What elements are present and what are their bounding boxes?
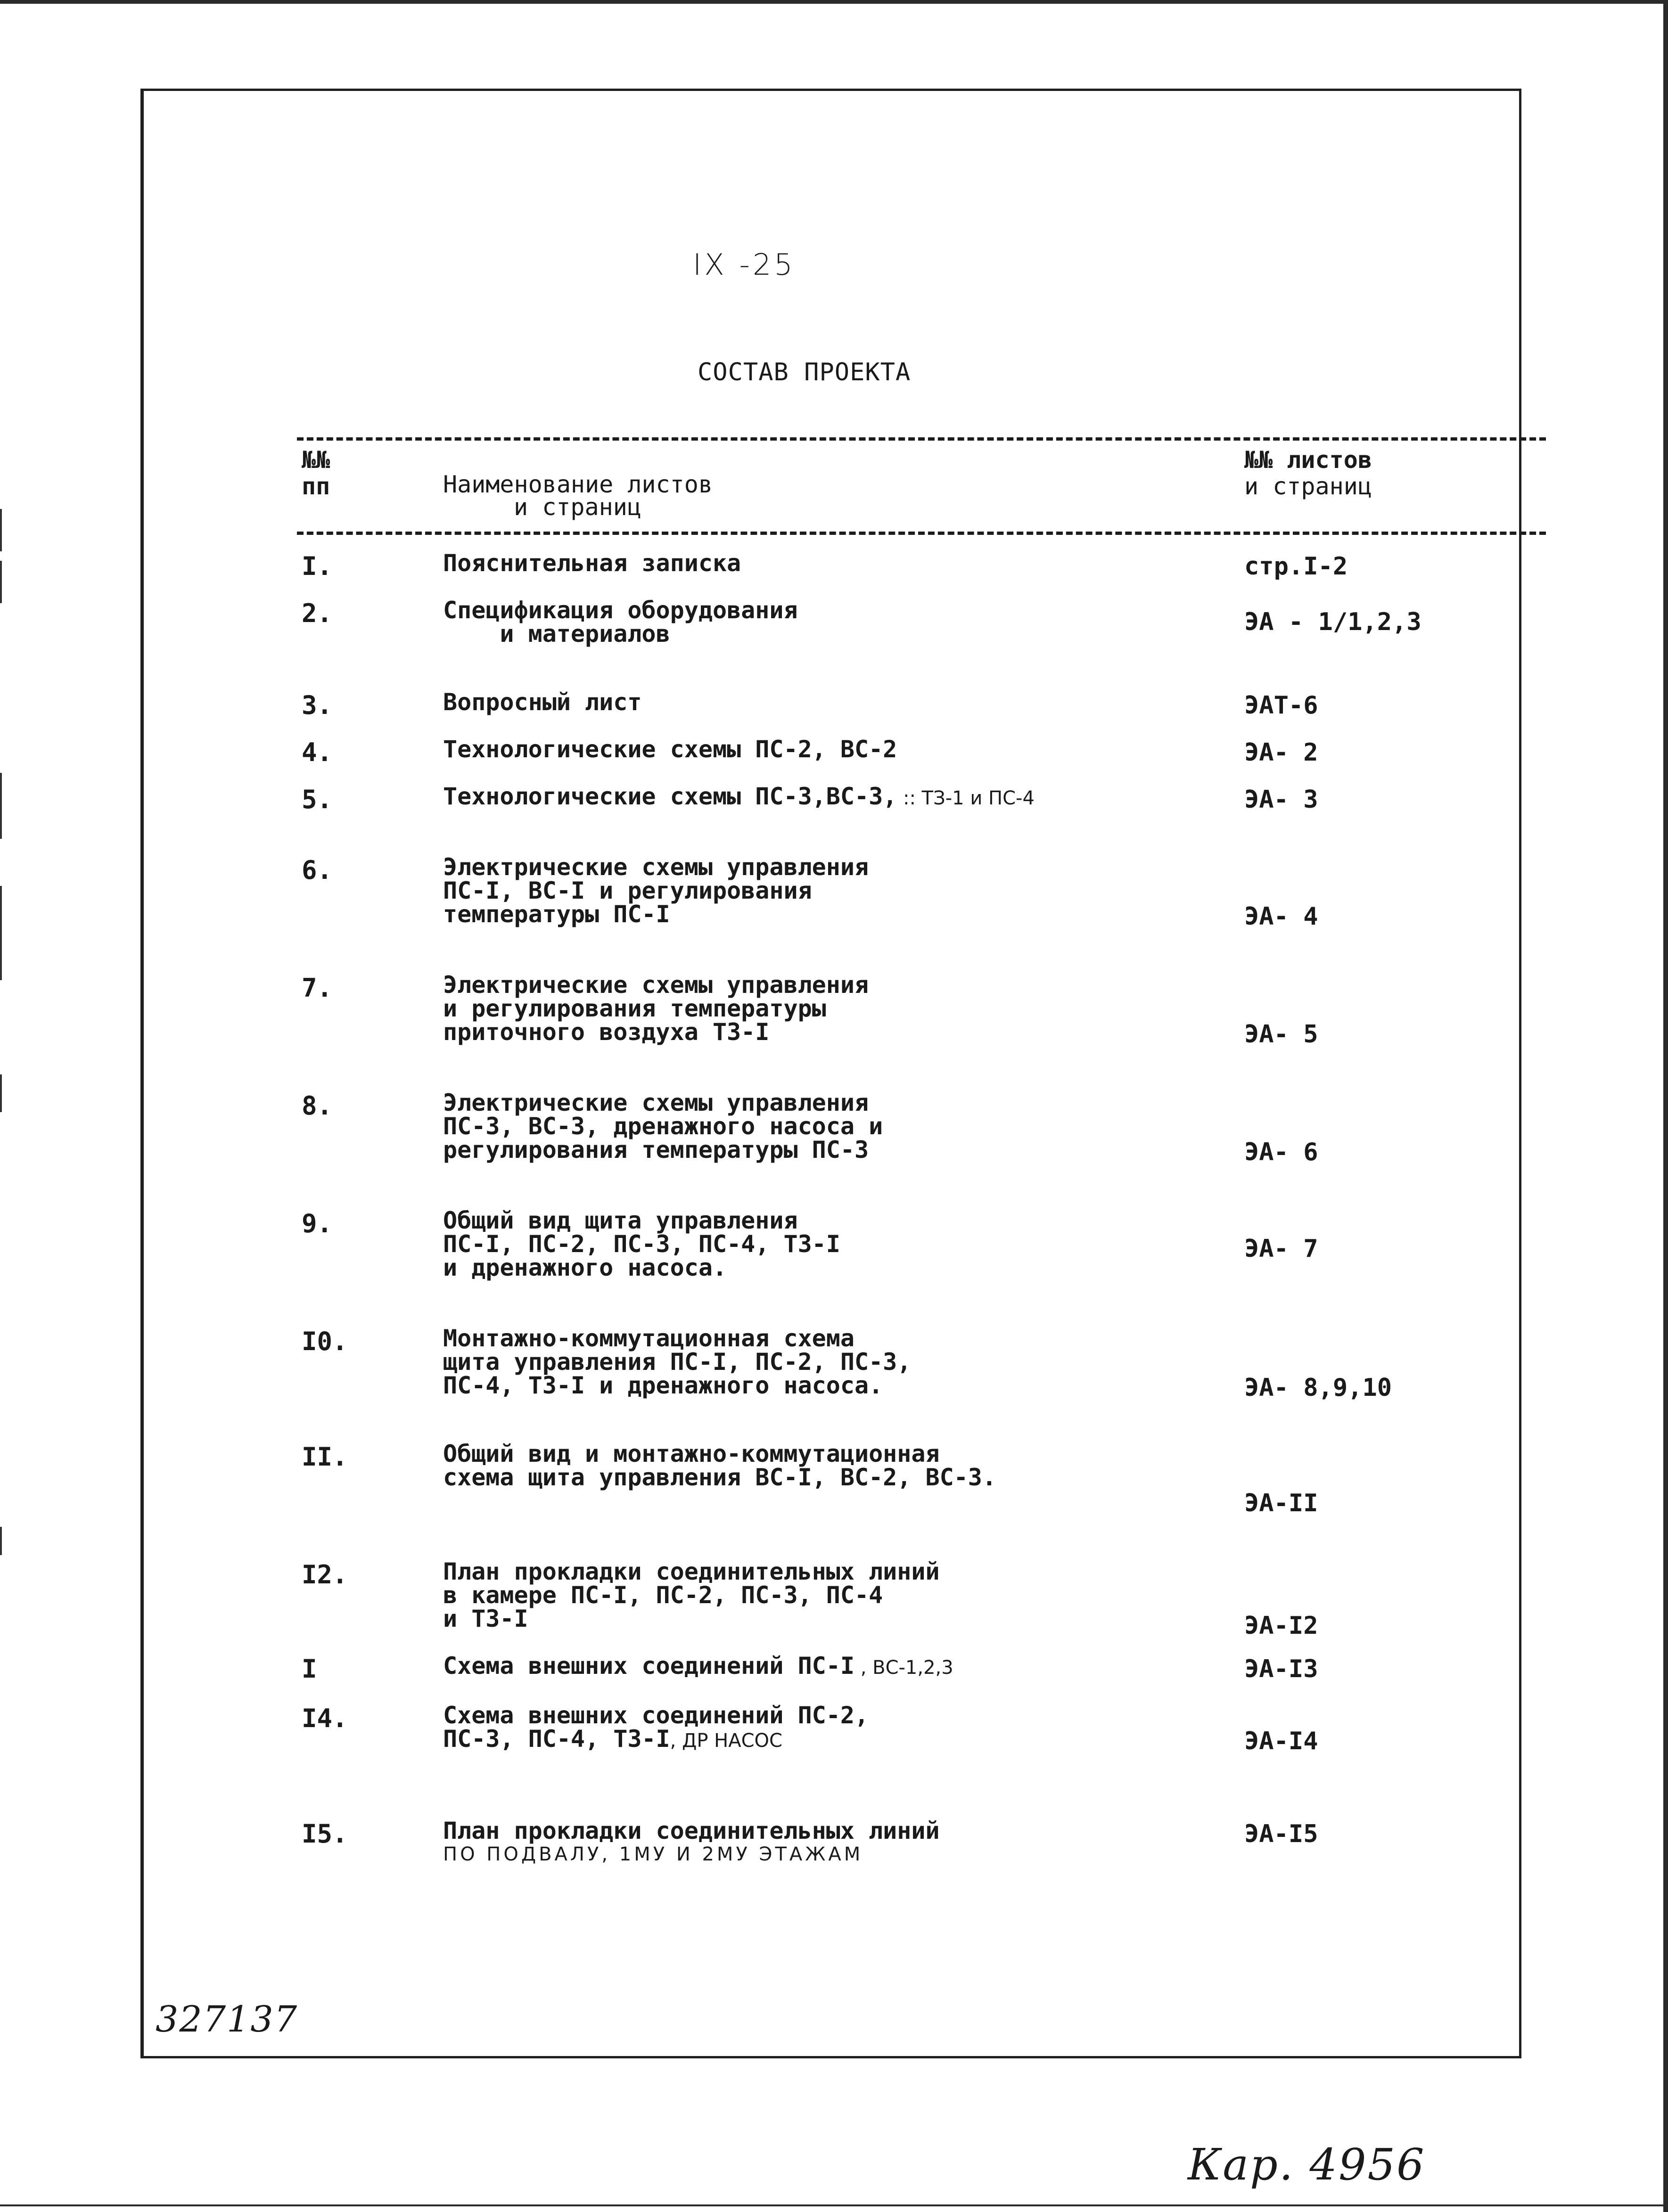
row-number: I xyxy=(302,1654,317,1684)
row-title-text: схема щита управления ВС-I, ВС-2, ВС-3. xyxy=(443,1464,996,1491)
row-title-text: Схема внешних соединений ПС-I xyxy=(443,1652,855,1679)
row-title-text: План прокладки соединительных линий xyxy=(443,1817,940,1844)
row-number: 2. xyxy=(302,598,333,628)
header-name-label-1: Наименование листов xyxy=(443,471,713,498)
row-number: 8. xyxy=(302,1091,333,1121)
row-title-text: приточного воздуха ТЗ-I xyxy=(443,1018,770,1046)
document-number: IX -25 xyxy=(693,247,796,282)
row-number: I. xyxy=(302,551,333,581)
scan-border-right xyxy=(1663,0,1668,2212)
header-sheet-label-2: и страниц xyxy=(1244,473,1372,500)
row-number: 3. xyxy=(302,690,333,720)
handwritten-addition: , ДР НАСОС xyxy=(670,1730,782,1752)
row-title-line xyxy=(443,1232,1244,1256)
row-title-line xyxy=(443,1256,1244,1279)
row-title xyxy=(443,1209,1244,1279)
row-title-text: температуры ПС-I xyxy=(443,901,670,928)
row-title-text: Схема внешних соединений ПС-2, xyxy=(443,1702,869,1729)
row-sheet-ref: ЭА- 2 xyxy=(1244,738,1318,767)
row-title-line xyxy=(443,855,1244,879)
row-title-line xyxy=(443,902,1244,926)
row-number: I4. xyxy=(302,1704,348,1733)
row-title xyxy=(443,1704,1244,1753)
scan-border-bottom xyxy=(0,2204,1668,2206)
scan-edge-mark xyxy=(0,773,2,839)
row-title-line xyxy=(443,1020,1244,1044)
row-number: 5. xyxy=(302,785,333,814)
row-title-text: Монтажно-коммутационная схема xyxy=(443,1325,855,1352)
row-title-line xyxy=(443,1138,1244,1162)
row-title-line xyxy=(443,1442,1244,1466)
row-title-line xyxy=(443,1607,1244,1630)
row-title-line xyxy=(443,551,1244,575)
row-title-line xyxy=(443,973,1244,997)
row-title xyxy=(443,1654,1244,1679)
row-number: 6. xyxy=(302,855,333,885)
scan-edge-mark xyxy=(0,886,2,980)
scan-edge-mark xyxy=(0,1527,2,1555)
scan-edge-mark xyxy=(0,509,2,551)
row-title-line xyxy=(443,1350,1244,1374)
row-title xyxy=(443,551,1244,575)
row-title-text: ПС-I, ВС-I и регулирования xyxy=(443,877,812,904)
row-sheet-ref: стр.I-2 xyxy=(1244,552,1348,581)
row-title-text: Электрические схемы управления xyxy=(443,853,869,881)
row-title-text: ПС-I, ПС-2, ПС-3, ПС-4, ТЗ-I xyxy=(443,1230,840,1258)
header-num-label-2: пп xyxy=(302,473,330,500)
row-title-line xyxy=(443,1654,1244,1679)
scan-edge-mark xyxy=(0,561,2,603)
row-title-line xyxy=(443,1819,1244,1843)
scan-border-top xyxy=(0,0,1668,4)
row-title-text: ПС-3, ВС-3, дренажного насоса и xyxy=(443,1113,883,1140)
row-title-line xyxy=(443,997,1244,1020)
row-title-line xyxy=(443,1374,1244,1397)
row-title-text: и дренажного насоса. xyxy=(443,1254,727,1281)
row-sheet-ref: ЭА-I3 xyxy=(1244,1655,1318,1683)
row-sheet-ref: ЭА-I4 xyxy=(1244,1727,1318,1755)
row-title-text: Технологические схемы ПС-2, ВС-2 xyxy=(443,736,897,763)
inventory-number: Кар. 4956 xyxy=(1188,2139,1426,2190)
row-title-line xyxy=(443,1114,1244,1138)
row-title-text: Вопросный лист xyxy=(443,688,642,716)
row-title xyxy=(443,1091,1244,1162)
row-sheet-ref: ЭА-I5 xyxy=(1244,1820,1318,1848)
row-title-line xyxy=(443,690,1244,714)
row-title-text: Пояснительная записка xyxy=(443,549,741,577)
document-title: СОСТАВ ПРОЕКТА xyxy=(698,358,911,386)
row-sheet-ref: ЭА- 6 xyxy=(1244,1138,1318,1166)
row-title-text: Общий вид щита управления xyxy=(443,1207,798,1234)
row-title-line xyxy=(443,1466,1244,1489)
row-title xyxy=(443,1442,1244,1489)
row-title-text: и материалов xyxy=(443,620,670,647)
row-title-text: регулирования температуры ПС-3 xyxy=(443,1136,869,1163)
row-title-line xyxy=(443,1209,1244,1232)
row-title-line xyxy=(443,1560,1244,1583)
row-title-line xyxy=(443,598,1244,622)
header-name-label-2: и страниц xyxy=(514,493,641,521)
row-number: I0. xyxy=(302,1327,348,1356)
row-sheet-ref: ЭА- 7 xyxy=(1244,1235,1318,1263)
row-sheet-ref: ЭА-II xyxy=(1244,1489,1318,1517)
row-title-text: и ТЗ-I xyxy=(443,1605,528,1632)
row-sheet-ref: ЭА-I2 xyxy=(1244,1612,1318,1640)
row-title-text: ПС-4, ТЗ-I и дренажного насоса. xyxy=(443,1372,883,1399)
header-sheet-label-1: №№ листов xyxy=(1244,446,1372,474)
row-number: 4. xyxy=(302,737,333,767)
header-num-label-1: №№ xyxy=(302,446,330,474)
row-title xyxy=(443,737,1244,761)
row-title-text: Технологические схемы ПС-3,ВС-3, xyxy=(443,783,897,810)
row-title-line xyxy=(443,1091,1244,1114)
row-sheet-ref: ЭА- 4 xyxy=(1244,902,1318,931)
row-number: 9. xyxy=(302,1209,333,1238)
row-title xyxy=(443,690,1244,714)
row-sheet-ref: ЭА- 8,9,10 xyxy=(1244,1374,1392,1402)
table-rule-top xyxy=(297,437,1546,441)
row-number: I2. xyxy=(302,1560,348,1589)
row-title-line xyxy=(443,737,1244,761)
row-sheet-ref: ЭА- 3 xyxy=(1244,786,1318,814)
row-title-text: в камере ПС-I, ПС-2, ПС-3, ПС-4 xyxy=(443,1581,883,1609)
row-sheet-ref: ЭА - 1/1,2,3 xyxy=(1244,608,1421,636)
row-title-line xyxy=(443,1327,1244,1350)
row-sheet-ref: ЭА- 5 xyxy=(1244,1020,1318,1049)
row-title-text: щита управления ПС-I, ПС-2, ПС-3, xyxy=(443,1348,912,1376)
row-title-line xyxy=(443,1727,1244,1753)
row-title-line xyxy=(443,1583,1244,1607)
row-number: 7. xyxy=(302,973,333,1003)
handwritten-addition: ПО ПОДВАЛУ, 1МУ И 2МУ ЭТАЖАМ xyxy=(443,1843,863,1865)
row-title xyxy=(443,973,1244,1044)
table-rule-header xyxy=(297,532,1546,535)
scan-edge-mark xyxy=(0,1074,2,1112)
row-title xyxy=(443,1819,1244,1866)
row-title-text: Электрические схемы управления xyxy=(443,1089,869,1116)
archive-number: 327137 xyxy=(156,1998,298,2040)
row-title-line xyxy=(443,622,1244,646)
row-title xyxy=(443,1560,1244,1630)
row-number: II. xyxy=(302,1442,348,1472)
handwritten-addition: :: ТЗ-1 и ПС-4 xyxy=(897,787,1035,809)
row-title-line xyxy=(443,879,1244,902)
row-title-text: Спецификация оборудования xyxy=(443,597,798,624)
row-number: I5. xyxy=(302,1819,348,1849)
row-title-text: План прокладки соединительных линий xyxy=(443,1558,940,1585)
row-sheet-ref: ЭАТ-6 xyxy=(1244,691,1318,720)
row-title xyxy=(443,785,1244,810)
row-title-text: и регулирования температуры xyxy=(443,995,826,1022)
row-title-text: ПС-3, ПС-4, ТЗ-I xyxy=(443,1725,670,1753)
row-title xyxy=(443,1327,1244,1397)
row-title-text: Общий вид и монтажно-коммутационная xyxy=(443,1440,940,1467)
row-title-text: Электрические схемы управления xyxy=(443,971,869,999)
row-title xyxy=(443,598,1244,646)
row-title xyxy=(443,855,1244,926)
row-title-line xyxy=(443,785,1244,810)
row-title-line xyxy=(443,1704,1244,1727)
handwritten-addition: , ВС-1,2,3 xyxy=(854,1657,953,1679)
